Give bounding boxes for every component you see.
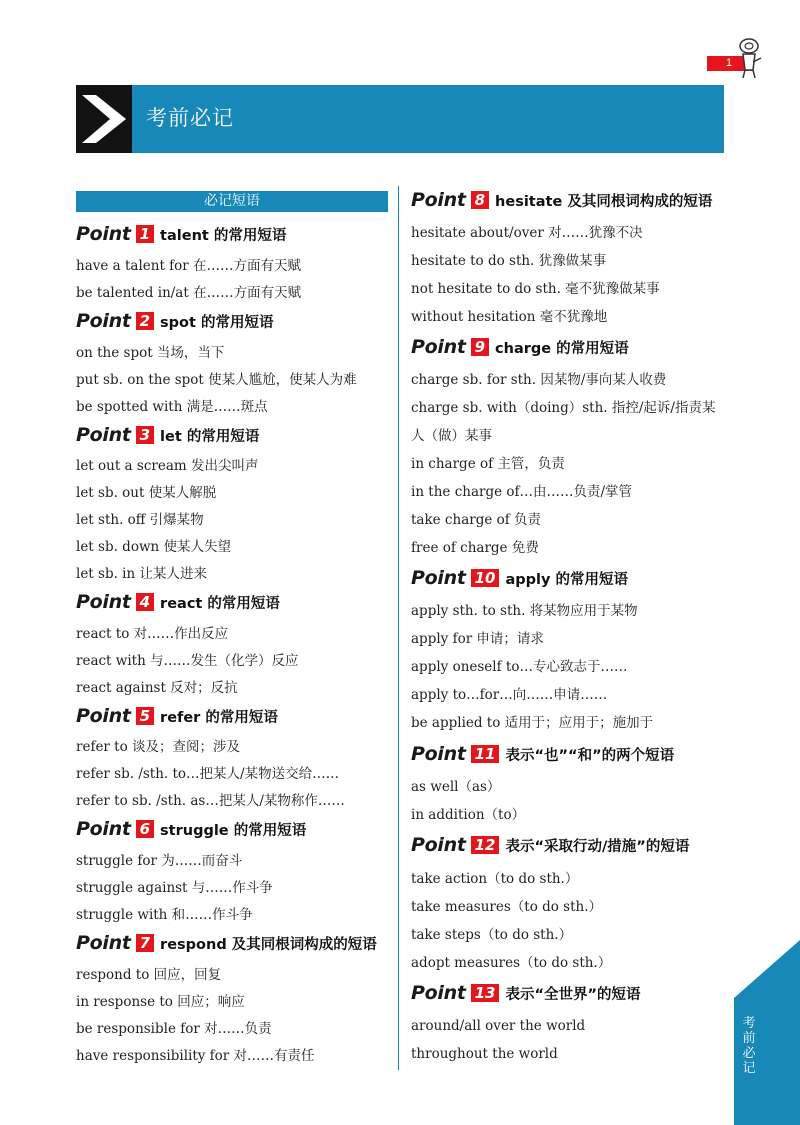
phrase-item: apply to…for…向……申请…… [411, 687, 608, 703]
phrase-item: not hesitate to do sth. 毫不犹豫做某事 [411, 281, 660, 297]
phrase-item: take measures（to do sth.） [411, 899, 603, 915]
point-word: Point [411, 982, 466, 1004]
point-number: 5 [136, 707, 154, 725]
phrase-item: react with 与……发生（化学）反应 [76, 653, 299, 669]
point-word: Point [76, 310, 131, 332]
phrase-item: hesitate about/over 对……犹豫不决 [411, 225, 643, 241]
phrase-item: 人（做）某事 [411, 428, 492, 444]
phrase-item: let sb. down 使某人失望 [76, 539, 231, 555]
phrase-item: apply oneself to…专心致志于…… [411, 659, 628, 675]
point-title: apply 的常用短语 [505, 571, 628, 588]
mascot-icon [735, 34, 765, 80]
point-title: respond 及其同根词构成的短语 [160, 936, 377, 953]
point-heading [76, 704, 278, 728]
point-number: 1 [136, 225, 154, 243]
phrase-item: be applied to 适用于；应用于；施加于 [411, 715, 654, 731]
point-title: refer 的常用短语 [160, 709, 278, 726]
point-title: 表示“全世界”的短语 [505, 986, 641, 1003]
point-number: 9 [471, 338, 489, 356]
point-number: 6 [136, 820, 154, 838]
point-word: Point [76, 591, 131, 613]
phrase-item: take steps（to do sth.） [411, 927, 573, 943]
point-word: Point [76, 223, 131, 245]
phrase-item: charge sb. for sth. 因某物/事向某人收费 [411, 372, 667, 388]
phrase-item: as well（as） [411, 779, 501, 795]
point-heading [411, 833, 689, 857]
point-heading [76, 590, 280, 614]
point-number: 13 [471, 984, 500, 1002]
phrase-item: around/all over the world [411, 1018, 586, 1034]
point-heading [411, 188, 712, 212]
point-heading [76, 817, 306, 841]
phrase-item: in addition（to） [411, 807, 526, 823]
point-heading [411, 335, 629, 359]
phrase-item: be responsible for 对……负责 [76, 1021, 272, 1037]
phrase-item: have responsibility for 对……有责任 [76, 1048, 315, 1064]
phrase-item: struggle with 和……作斗争 [76, 907, 253, 923]
phrase-item: react against 反对；反抗 [76, 680, 238, 696]
point-word: Point [411, 743, 466, 765]
point-word: Point [76, 818, 131, 840]
point-title: talent 的常用短语 [160, 227, 287, 244]
phrase-item: free of charge 免费 [411, 540, 539, 556]
phrase-item: apply sth. to sth. 将某物应用于某物 [411, 603, 638, 619]
point-word: Point [411, 567, 466, 589]
section-label: 必记短语 [76, 191, 388, 212]
phrase-item: take charge of 负责 [411, 512, 542, 528]
point-heading [76, 931, 377, 955]
point-word: Point [76, 424, 131, 446]
point-title: 表示“也”“和”的两个短语 [505, 747, 675, 764]
point-heading [411, 981, 641, 1005]
phrase-item: respond to 回应，回复 [76, 967, 222, 983]
page-number: 1 [726, 57, 733, 69]
phrase-item: refer sb. /sth. to…把某人/某物送交给…… [76, 766, 340, 782]
phrase-item: in the charge of…由……负责/掌管 [411, 484, 633, 500]
point-number: 3 [136, 426, 154, 444]
phrase-item: charge sb. with（doing）sth. 指控/起诉/指责某 [411, 400, 716, 416]
point-title: react 的常用短语 [160, 595, 280, 612]
point-heading [411, 742, 674, 766]
point-word: Point [76, 705, 131, 727]
side-tab-text: 考前必记 [742, 1016, 756, 1076]
phrase-item: react to 对……作出反应 [76, 626, 229, 642]
phrase-item: struggle for 为……而奋斗 [76, 853, 243, 869]
point-heading [76, 423, 259, 447]
point-number: 10 [471, 569, 500, 587]
phrase-item: in charge of 主管，负责 [411, 456, 565, 472]
point-number: 2 [136, 312, 154, 330]
point-word: Point [411, 336, 466, 358]
point-title: charge 的常用短语 [495, 340, 629, 357]
phrase-item: take action（to do sth.） [411, 871, 579, 887]
point-number: 8 [471, 191, 489, 209]
phrase-item: put sb. on the spot 使某人尴尬，使某人为难 [76, 372, 357, 388]
point-title: spot 的常用短语 [160, 314, 274, 331]
point-number: 4 [136, 593, 154, 611]
point-title: hesitate 及其同根词构成的短语 [495, 193, 713, 210]
phrase-item: be talented in/at 在……方面有天赋 [76, 285, 302, 301]
point-word: Point [76, 932, 131, 954]
point-word: Point [411, 834, 466, 856]
phrase-item: throughout the world [411, 1046, 558, 1062]
phrase-item: on the spot 当场，当下 [76, 345, 225, 361]
header-title: 考前必记 [146, 106, 234, 130]
chevron-right-icon [80, 93, 128, 145]
phrase-item: let sb. out 使某人解脱 [76, 485, 217, 501]
point-word: Point [411, 189, 466, 211]
phrase-item: refer to 谈及；查阅；涉及 [76, 739, 241, 755]
column-divider [398, 186, 399, 1070]
phrase-item: adopt measures（to do sth.） [411, 955, 612, 971]
phrase-item: be spotted with 满是……斑点 [76, 399, 268, 415]
phrase-item: hesitate to do sth. 犹豫做某事 [411, 253, 607, 269]
point-title: 表示“采取行动/措施”的短语 [505, 838, 690, 855]
point-number: 11 [471, 745, 500, 763]
point-title: let 的常用短语 [160, 428, 260, 445]
phrase-item: have a talent for 在……方面有天赋 [76, 258, 302, 274]
phrase-item: let sb. in 让某人进来 [76, 566, 207, 582]
phrase-item: in response to 回应；响应 [76, 994, 245, 1010]
phrase-item: without hesitation 毫不犹豫地 [411, 309, 608, 325]
point-heading [411, 566, 628, 590]
point-number: 12 [471, 836, 500, 854]
phrase-item: let out a scream 发出尖叫声 [76, 458, 259, 474]
point-heading [76, 222, 286, 246]
point-title: struggle 的常用短语 [160, 822, 307, 839]
point-heading [76, 309, 274, 333]
phrase-item: refer to sb. /sth. as…把某人/某物称作…… [76, 793, 345, 809]
phrase-item: let sth. off 引爆某物 [76, 512, 204, 528]
phrase-item: apply for 申请；请求 [411, 631, 544, 647]
phrase-item: struggle against 与……作斗争 [76, 880, 273, 896]
point-number: 7 [136, 934, 154, 952]
